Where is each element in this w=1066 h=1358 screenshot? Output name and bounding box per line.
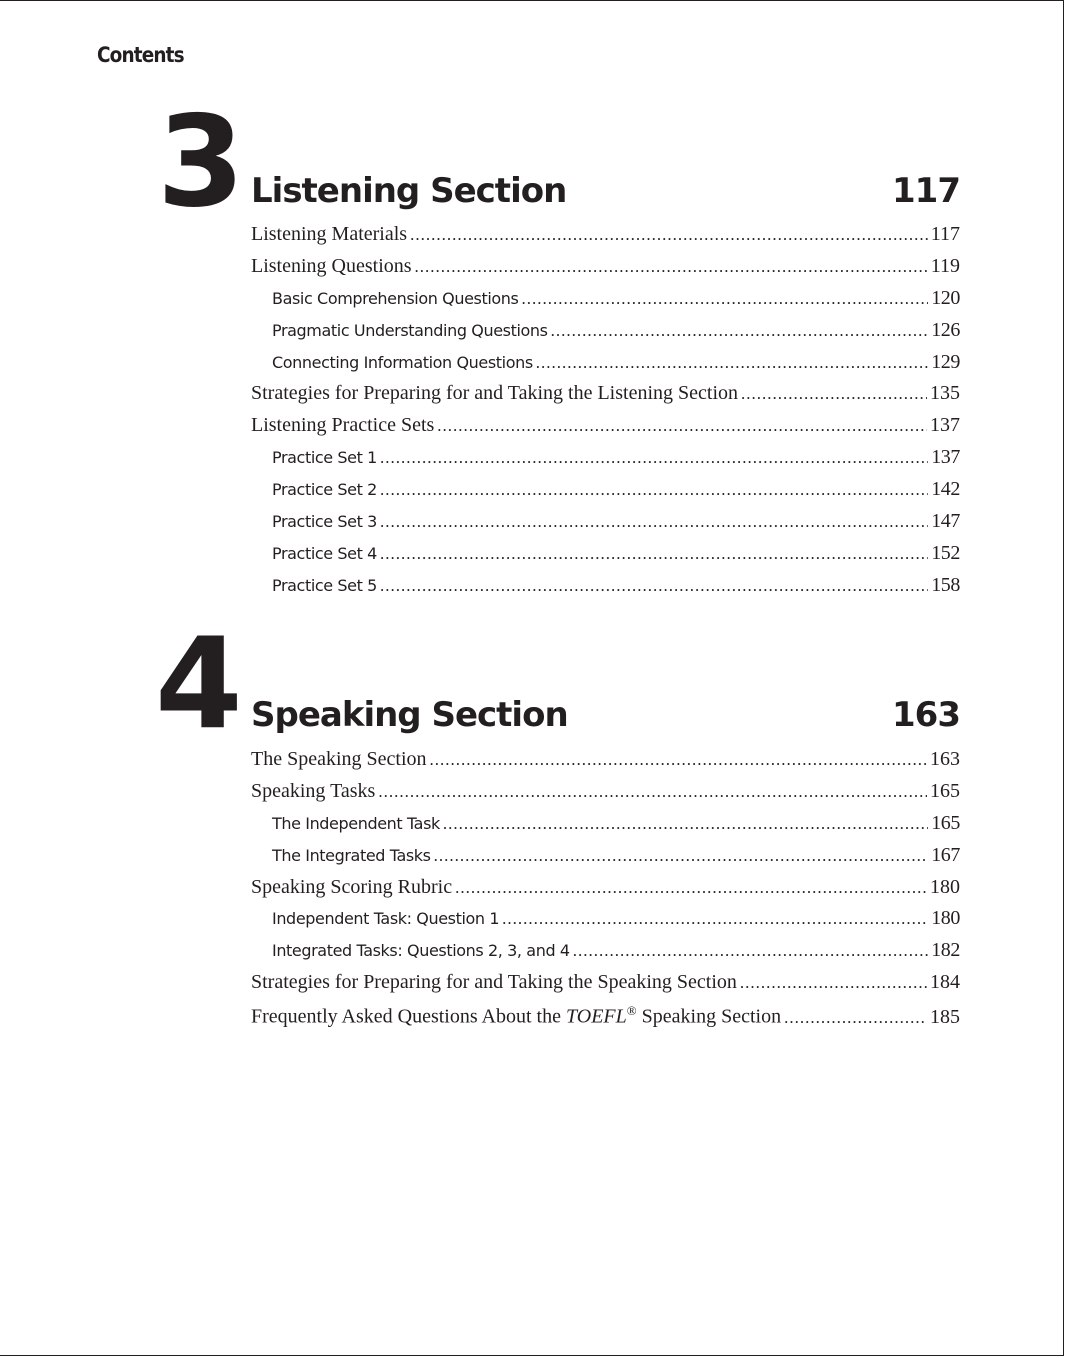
dot-leader bbox=[380, 480, 928, 500]
dot-leader bbox=[443, 814, 928, 834]
toc-entry-page: 126 bbox=[931, 318, 960, 341]
toc-entry[interactable] bbox=[251, 971, 960, 1003]
toc-entry[interactable] bbox=[251, 748, 960, 780]
toc-entry[interactable] bbox=[251, 478, 960, 510]
toc-entry-page: 129 bbox=[931, 350, 960, 373]
toc-entry-page: 142 bbox=[931, 478, 960, 501]
toc-entry-label: Integrated Tasks: Questions 2, 3, and 4 bbox=[272, 941, 570, 961]
dot-leader bbox=[784, 1008, 927, 1028]
toc-entry[interactable] bbox=[251, 907, 960, 939]
dot-leader bbox=[741, 384, 927, 404]
dot-leader bbox=[573, 941, 929, 961]
toc-entry-page: 184 bbox=[930, 971, 960, 994]
toc-entry-page: 120 bbox=[931, 286, 960, 309]
dot-leader bbox=[415, 257, 928, 277]
toc-entry-page: 135 bbox=[930, 382, 960, 405]
toc-entry-label bbox=[251, 1003, 781, 1029]
toc-entry-label-part: Speaking Section bbox=[636, 1005, 782, 1028]
registered-mark: ® bbox=[626, 1003, 637, 1019]
toc-entry-label: Listening Practice Sets bbox=[251, 414, 435, 437]
dot-leader bbox=[378, 782, 927, 802]
toc-entry[interactable] bbox=[251, 223, 960, 255]
toc-entry-page: 165 bbox=[930, 779, 960, 802]
toc-entry-label: Basic Comprehension Questions bbox=[272, 288, 519, 308]
toc-entry[interactable] bbox=[251, 876, 960, 908]
toc-entry-label: Listening Materials bbox=[251, 223, 408, 245]
toc-entry-page: 165 bbox=[931, 811, 960, 834]
toc-entry-label: Pragmatic Understanding Questions bbox=[272, 320, 548, 340]
dot-leader bbox=[380, 448, 928, 468]
toc-entry[interactable] bbox=[251, 255, 960, 287]
toc-entry[interactable] bbox=[251, 812, 960, 844]
toc-entry-page: 163 bbox=[930, 748, 960, 770]
dot-leader bbox=[437, 416, 927, 436]
toc-entries bbox=[251, 223, 960, 606]
dot-leader bbox=[410, 225, 928, 245]
toc-entry[interactable] bbox=[251, 351, 960, 383]
toc-entry-label: Practice Set 4 bbox=[272, 543, 377, 563]
dot-leader bbox=[430, 750, 927, 770]
dot-leader bbox=[551, 321, 929, 341]
toc-entry-label: Practice Set 1 bbox=[272, 448, 377, 468]
toc-entry-label-italic: TOEFL bbox=[565, 1005, 627, 1028]
toc-entry-page: 180 bbox=[931, 907, 960, 930]
toc-entry[interactable] bbox=[251, 844, 960, 876]
toc-entry-label: Speaking Tasks bbox=[251, 779, 376, 802]
dot-leader bbox=[502, 909, 928, 929]
toc-entry-label: Practice Set 5 bbox=[272, 575, 377, 595]
toc-entry-label: The Integrated Tasks bbox=[272, 845, 431, 865]
toc-entry-page: 137 bbox=[931, 446, 960, 469]
toc-entry-label: Practice Set 2 bbox=[272, 480, 377, 500]
toc-entry-label: Connecting Information Questions bbox=[272, 352, 533, 372]
toc-entry-page: 119 bbox=[930, 254, 960, 277]
toc-entry-label: Strategies for Preparing for and Taking the Listening Section bbox=[251, 382, 739, 405]
dot-leader bbox=[521, 289, 928, 309]
toc-entry-page: 147 bbox=[931, 510, 960, 533]
toc-entry[interactable] bbox=[251, 382, 960, 414]
toc-entry-page: 117 bbox=[930, 223, 960, 245]
toc-entry-label: The Speaking Section bbox=[251, 748, 427, 770]
toc-entry-page: 152 bbox=[931, 541, 960, 564]
toc-entry-page: 167 bbox=[931, 843, 960, 866]
chapter-page: 117 bbox=[892, 171, 960, 211]
chapter-number: 4 bbox=[155, 610, 239, 757]
toc-entry[interactable] bbox=[251, 542, 960, 574]
toc-entry[interactable] bbox=[251, 319, 960, 351]
chapter-title-row bbox=[251, 695, 960, 735]
toc-entries bbox=[251, 748, 960, 1035]
toc-entry-label: Independent Task: Question 1 bbox=[272, 909, 500, 929]
chapter-title-row bbox=[251, 171, 960, 211]
chapter-title[interactable]: Listening Section bbox=[251, 171, 567, 211]
dot-leader bbox=[740, 973, 927, 993]
running-head: Contents bbox=[97, 43, 184, 67]
dot-leader bbox=[380, 512, 928, 532]
toc-entry-label: Speaking Scoring Rubric bbox=[251, 875, 453, 898]
toc-entry[interactable] bbox=[251, 510, 960, 542]
dot-leader bbox=[380, 576, 928, 596]
toc-entry[interactable] bbox=[251, 574, 960, 606]
dot-leader bbox=[434, 846, 929, 866]
chapter-title[interactable]: Speaking Section bbox=[251, 695, 568, 735]
toc-entry-page: 185 bbox=[930, 1005, 960, 1028]
toc-entry-page: 180 bbox=[930, 875, 960, 898]
toc-entry[interactable] bbox=[251, 939, 960, 971]
dot-leader bbox=[455, 878, 927, 898]
toc-entry-label: Listening Questions bbox=[251, 254, 412, 277]
toc-entry[interactable] bbox=[251, 1003, 960, 1035]
toc-entry-page: 158 bbox=[931, 573, 960, 596]
toc-entry[interactable] bbox=[251, 287, 960, 319]
dot-leader bbox=[536, 353, 928, 373]
toc-entry[interactable] bbox=[251, 446, 960, 478]
toc-entry-page: 182 bbox=[931, 939, 960, 962]
toc-entry-label-part: Frequently Asked Questions About the bbox=[251, 1005, 566, 1028]
dot-leader bbox=[380, 544, 928, 564]
toc-entry-label: The Independent Task bbox=[272, 813, 440, 833]
toc-entry-page: 137 bbox=[930, 414, 960, 437]
toc-entry[interactable] bbox=[251, 414, 960, 446]
toc-entry[interactable] bbox=[251, 780, 960, 812]
chapter-number: 3 bbox=[157, 88, 241, 235]
chapter-page: 163 bbox=[892, 695, 960, 735]
toc-entry-label: Practice Set 3 bbox=[272, 512, 377, 532]
toc-entry-label: Strategies for Preparing for and Taking the Speaking Section bbox=[251, 971, 737, 994]
